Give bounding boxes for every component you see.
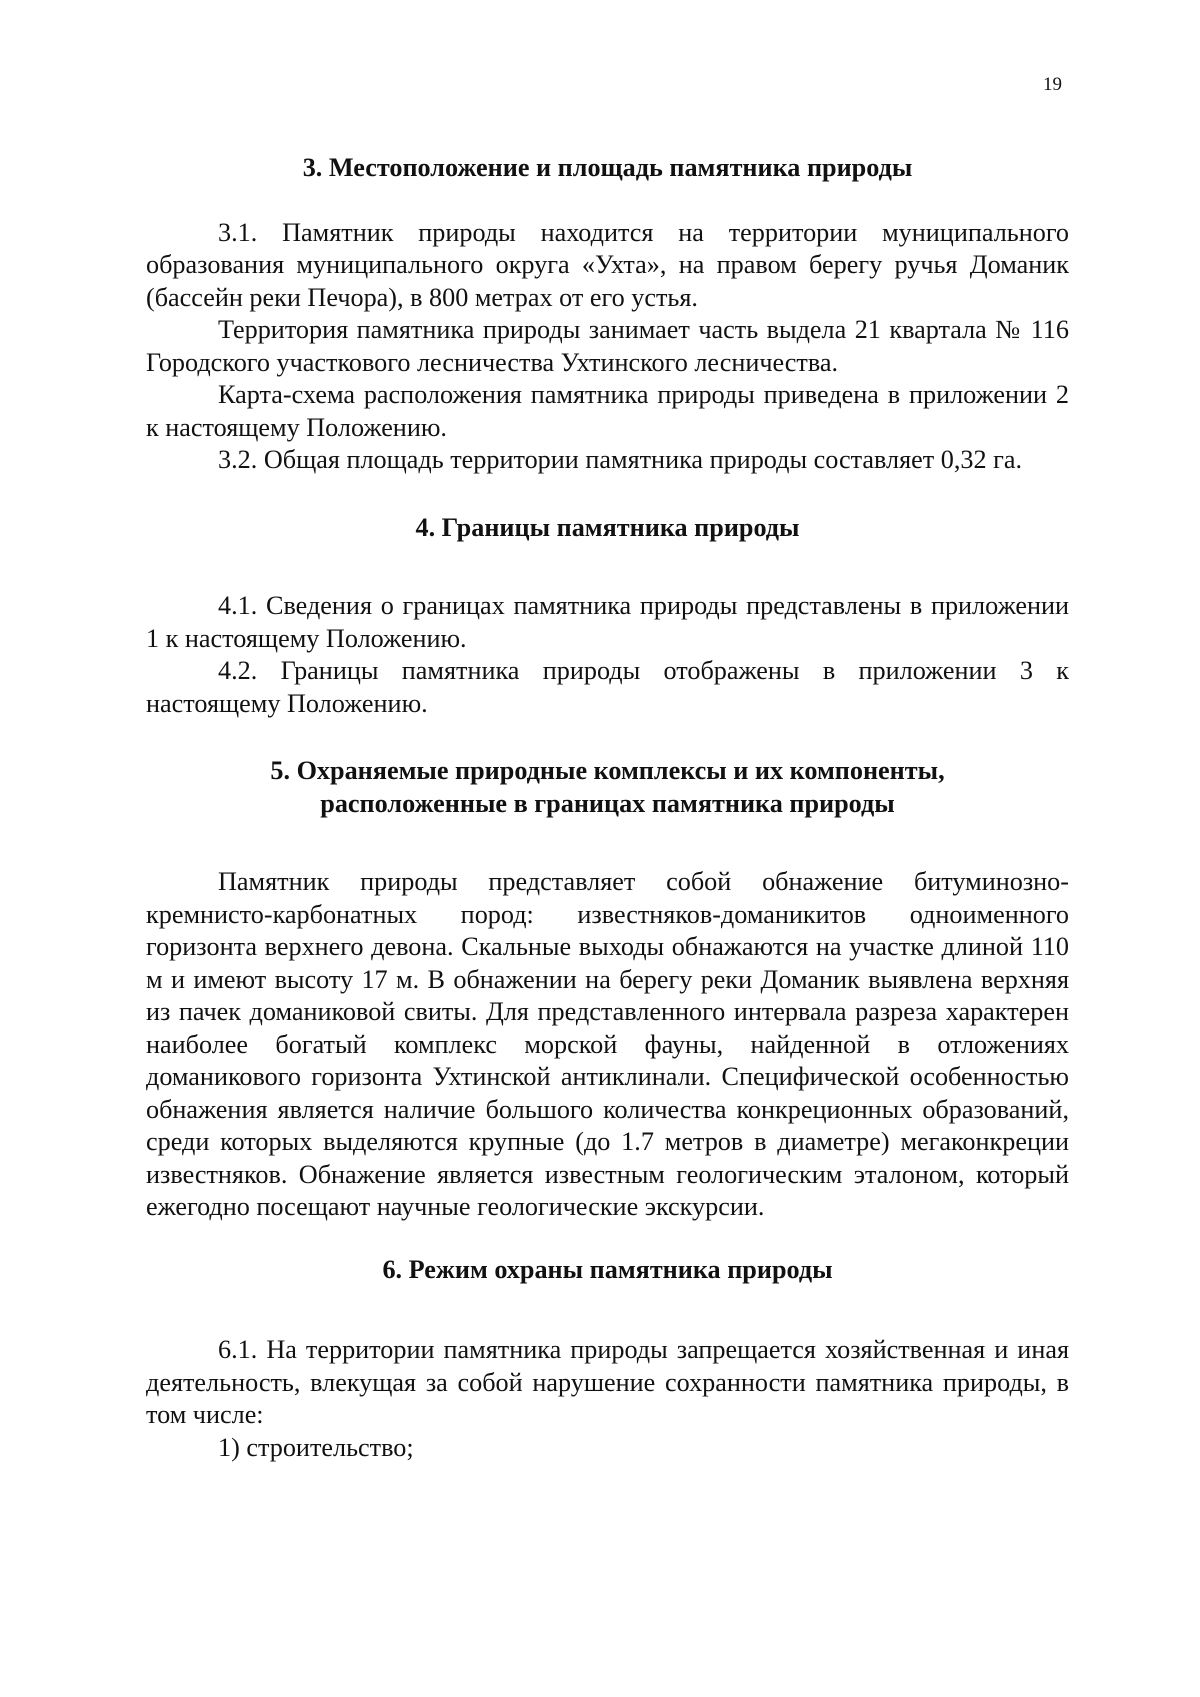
section-3-title: 3. Местоположение и площадь памятника природы xyxy=(302,153,913,182)
paragraph-3-1-map: Карта-схема расположения памятника природы приведена в приложении 2 к настоящему Положению. xyxy=(146,380,1069,442)
section-5-title-line-2: расположенные в границах памятника природы xyxy=(320,788,895,818)
paragraph-3-1-territory: Территория памятника природы занимает часть выдела 21 квартала № 116 Городского участкового лесничества Ухтинского лесничества. xyxy=(146,315,1069,377)
section-6-title: 6. Режим охраны памятника природы xyxy=(382,1254,833,1284)
paragraph-4-2: 4.2. Границы памятника природы отображены в приложении 3 к настоящему Положению. xyxy=(146,656,1069,718)
document-body xyxy=(146,152,1069,1464)
paragraph-4-1: 4.1. Сведения о границах памятника природы представлены в приложении 1 к настоящему Положению. xyxy=(146,591,1069,653)
paragraph-3-1: 3.1. Памятник природы находится на территории муниципального образования муниципального округа «Ухта», на правом берегу ручья Доманик (бассейн реки Печора), в 800 метрах от его устья. xyxy=(146,217,1069,312)
section-5-title xyxy=(146,755,1069,820)
page-number: 19 xyxy=(1043,74,1062,95)
paragraph-6-1: 6.1. На территории памятника природы запрещается хозяйственная и иная деятельность, влекущая за собой нарушение сохранности памятника природы, в том числе: xyxy=(146,1335,1069,1429)
section-4-title: 4. Границы памятника природы xyxy=(415,512,800,542)
paragraph-3-2: 3.2. Общая площадь территории памятника природы составляет 0,32 га. xyxy=(218,445,1023,474)
paragraph-5-description: Памятник природы представляет собой обнажение битуминозно-кремнисто-карбонатных пород: известняков-доманикитов одноименного горизонта верхнего девона. Скальные выходы обнажаются на участке длиной 110 м и имеют высоту 17 м. В обнажении на берегу реки Доманик выявлена верхняя из пачек доманиковой свиты. Для представленного интервала разреза характерен наиболее богатый комплекс морской фауны, найденной в отложениях доманикового горизонта Ухтинской антиклинали. Специфической особенностью обнажения является наличие большого количества конкреционных образований, среди которых выделяются крупные (до 1.7 метров в диаметре) мегаконкреции известняков. Обнажение является известным геологическим эталоном, который ежегодно посещают научные геологические экскурсии. xyxy=(146,867,1069,1221)
list-item-1: 1) строительство; xyxy=(218,1432,414,1462)
section-5-title-line-1: 5. Охраняемые природные комплексы и их компоненты, xyxy=(270,756,945,785)
